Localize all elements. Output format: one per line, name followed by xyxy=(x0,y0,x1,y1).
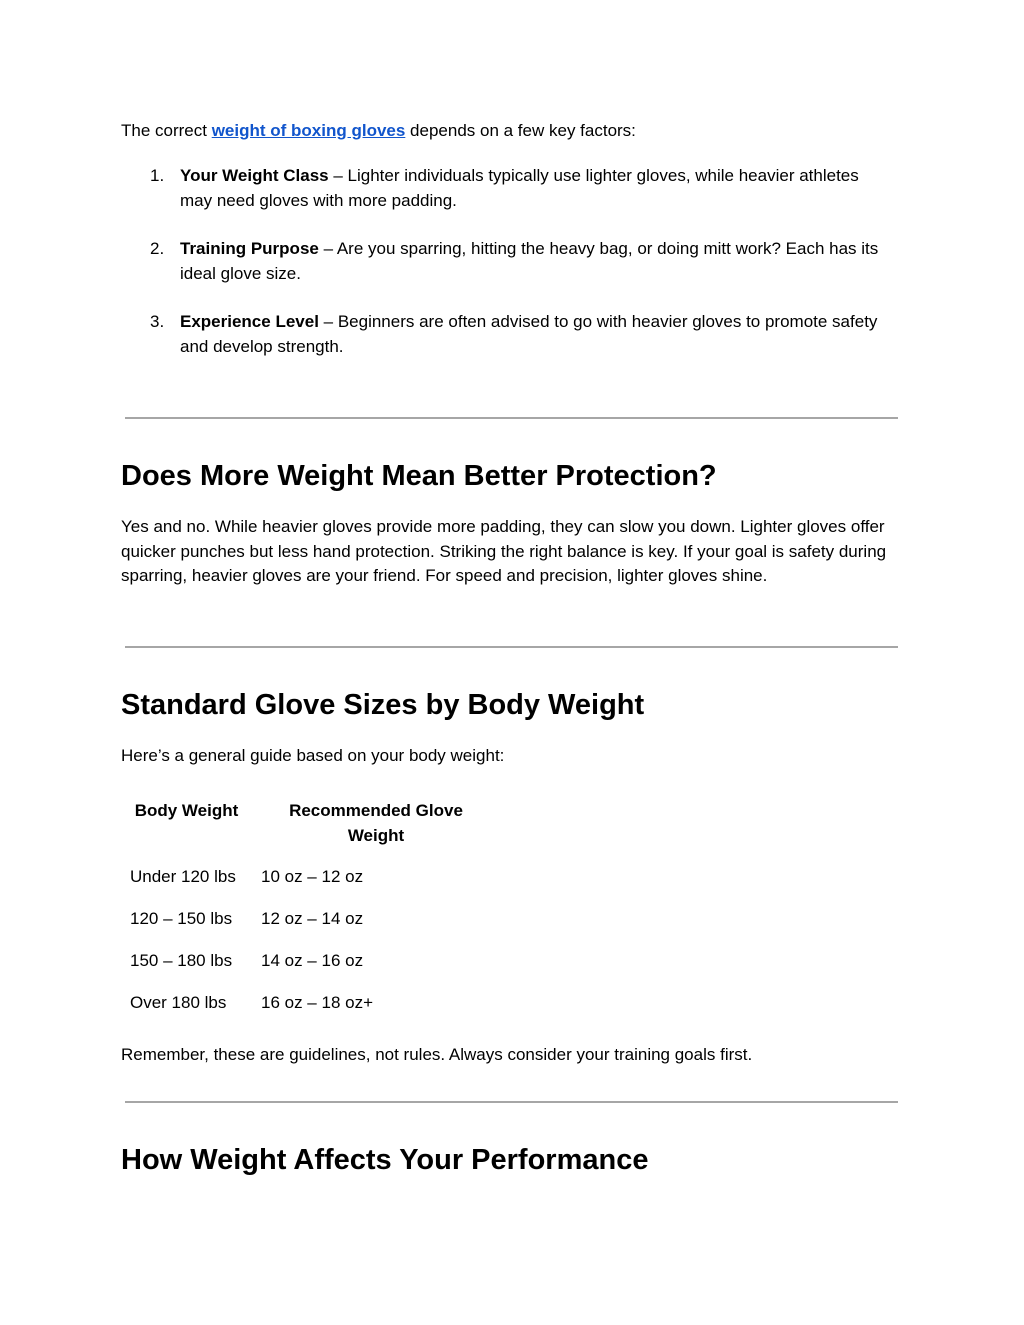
intro-paragraph xyxy=(121,119,901,144)
factors-list xyxy=(121,164,891,383)
intro-text-after: depends on a few key factors: xyxy=(405,121,636,140)
section-heading-performance: How Weight Affects Your Performance xyxy=(121,1144,649,1176)
table-row xyxy=(121,940,500,982)
glove-sizes-outro: Remember, these are guidelines, not rules. Always consider your training goals first. xyxy=(121,1045,753,1064)
list-item-title: Experience Level xyxy=(180,312,319,331)
column-header-glove-weight: Recommended Glove Weight xyxy=(289,801,463,845)
horizontal-divider xyxy=(125,646,898,648)
list-item xyxy=(121,164,891,213)
list-item-text: – Are you sparring, hitting the heavy bag, or doing mitt work? Each has its ideal glove size. xyxy=(180,239,879,283)
table-cell: 16 oz – 18 oz+ xyxy=(261,992,374,1012)
list-item-number: 1. xyxy=(150,166,165,185)
list-item-number: 2. xyxy=(150,239,165,258)
table-cell: Over 180 lbs xyxy=(130,992,227,1012)
table-row xyxy=(121,898,500,940)
list-item-number: 3. xyxy=(150,312,165,331)
list-item-text: – Beginners are often advised to go with heavier gloves to promote safety and develop strength. xyxy=(180,312,878,356)
table-cell: 120 – 150 lbs xyxy=(130,908,233,928)
table-row xyxy=(121,982,500,1024)
table-header-row xyxy=(121,795,500,856)
horizontal-divider xyxy=(125,1101,898,1103)
horizontal-divider xyxy=(125,417,898,419)
list-item-title: Your Weight Class xyxy=(180,166,329,185)
intro-text-before: The correct xyxy=(121,121,212,140)
section-heading-glove-sizes: Standard Glove Sizes by Body Weight xyxy=(121,689,645,721)
list-item xyxy=(121,237,891,286)
table-cell: Under 120 lbs xyxy=(130,866,236,886)
list-item xyxy=(121,310,891,359)
table-cell: 14 oz – 16 oz xyxy=(261,950,364,970)
table-row xyxy=(121,856,500,898)
list-item-title: Training Purpose xyxy=(180,239,319,258)
section-heading-protection: Does More Weight Mean Better Protection? xyxy=(121,460,717,492)
list-item-text: – Lighter individuals typically use lighter gloves, while heavier athletes may need gloves with more padding. xyxy=(180,166,859,210)
protection-paragraph: Yes and no. While heavier gloves provide more padding, they can slow you down. Lighter gloves offer quicker punches but less hand protection. Striking the right balance is key. If your goal is safety during sparring, heavier gloves are your friend. For speed and precision, lighter gloves shine. xyxy=(121,517,887,585)
glove-size-table xyxy=(121,795,500,1024)
table-cell: 12 oz – 14 oz xyxy=(261,908,364,928)
table-cell: 150 – 180 lbs xyxy=(130,950,233,970)
boxing-gloves-weight-link[interactable]: weight of boxing gloves xyxy=(211,121,406,140)
glove-sizes-intro: Here’s a general guide based on your body weight: xyxy=(121,746,505,765)
column-header-body-weight: Body Weight xyxy=(134,801,239,820)
table-cell: 10 oz – 12 oz xyxy=(261,866,364,886)
